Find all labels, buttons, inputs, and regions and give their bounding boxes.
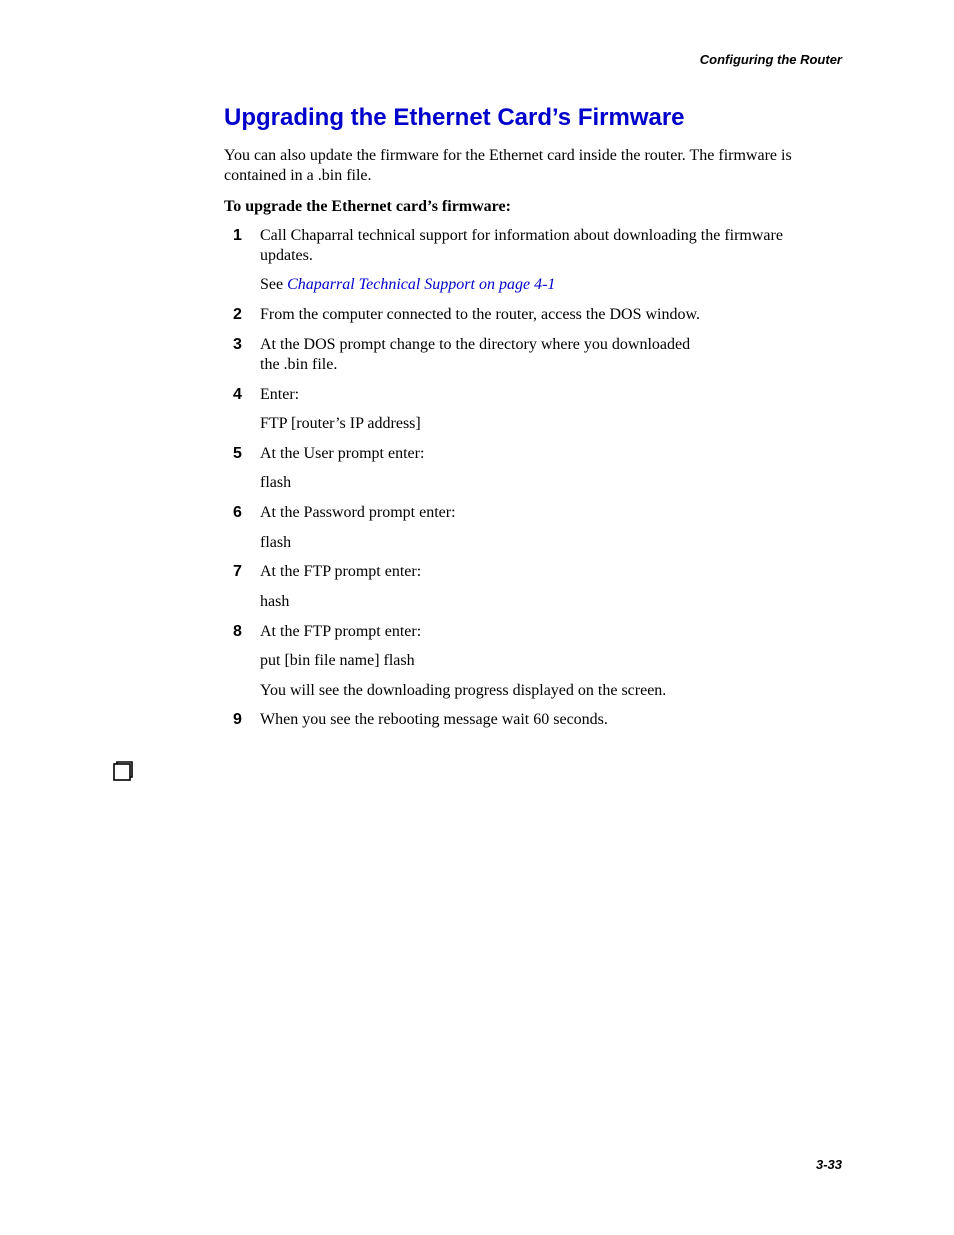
step-7-command: hash [260, 593, 290, 610]
step-3-text: At the DOS prompt change to the directory where you downloaded [260, 336, 691, 353]
step-1-text-cont: updates. [260, 247, 313, 264]
intro-paragraph: You can also update the firmware for the Ethernet card inside the router. The firmware is contained in a .bin file. [224, 147, 792, 184]
procedure-title: To upgrade the Ethernet card’s firmware: [224, 198, 511, 215]
step-number-8: 8 [233, 623, 242, 640]
step-number-6: 6 [233, 504, 242, 521]
step-2-text: From the computer connected to the router, access the DOS window. [260, 306, 700, 323]
step-1-see-reference [260, 275, 555, 295]
page-number: 3-33 [815, 1157, 842, 1172]
step-8-note: You will see the downloading progress displayed on the screen. [260, 682, 667, 699]
step-number-3: 3 [233, 336, 242, 353]
step-number-7: 7 [233, 563, 242, 580]
step-6-command: flash [260, 534, 292, 551]
step-number-2: 2 [233, 306, 242, 323]
step-number-9: 9 [233, 711, 242, 728]
step-number-1: 1 [233, 227, 242, 244]
running-header: Configuring the Router [699, 52, 842, 67]
step-7-text: At the FTP prompt enter: [260, 563, 422, 580]
see-prefix: See [260, 276, 288, 293]
end-of-procedure-icon [113, 761, 133, 781]
step-3-text-cont: the .bin file. [260, 356, 338, 373]
step-6-text: At the Password prompt enter: [260, 504, 456, 521]
support-xref-link[interactable]: Chaparral Technical Support on page 4-1 [287, 276, 556, 293]
step-1-text: Call Chaparral technical support for information about downloading the firmware [260, 227, 783, 244]
section-title: Upgrading the Ethernet Card’s Firmware [224, 104, 685, 131]
step-4-command: FTP [router’s IP address] [260, 415, 421, 432]
step-5-text: At the User prompt enter: [260, 445, 425, 462]
step-8-command: put [bin file name] flash [260, 652, 415, 669]
step-number-4: 4 [233, 386, 242, 403]
step-4-text: Enter: [260, 386, 300, 403]
step-8-text: At the FTP prompt enter: [260, 623, 422, 640]
step-number-5: 5 [233, 445, 242, 462]
step-9-text: When you see the rebooting message wait 60 seconds. [260, 711, 608, 728]
step-5-command: flash [260, 474, 292, 491]
